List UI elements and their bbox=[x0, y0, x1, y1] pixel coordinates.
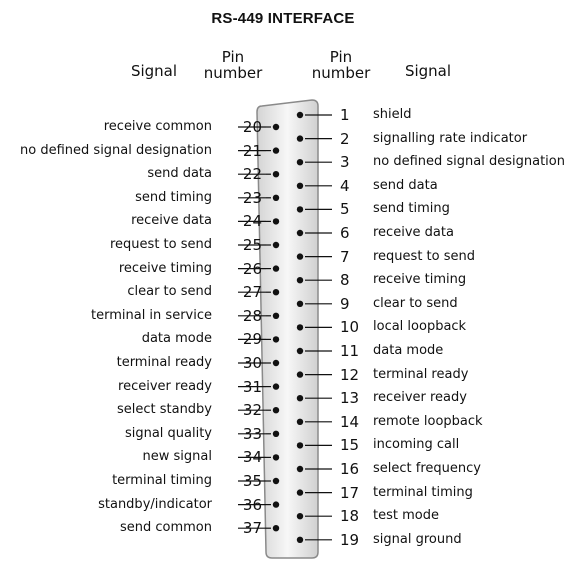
pin-dot bbox=[273, 454, 279, 460]
signal-label: new signal bbox=[142, 449, 212, 465]
pin-number: 24 bbox=[242, 212, 262, 231]
pin-number: 30 bbox=[242, 354, 262, 372]
signal-label: terminal timing bbox=[112, 473, 212, 488]
pin-number: 5 bbox=[340, 200, 350, 219]
pin-dot bbox=[273, 431, 279, 437]
signal-label: send data bbox=[373, 177, 438, 193]
pin-dot bbox=[297, 112, 303, 118]
signal-label: data mode bbox=[373, 343, 444, 358]
pin-number: 20 bbox=[242, 118, 262, 136]
pin-number: 31 bbox=[242, 377, 262, 396]
signal-label: standby/indicator bbox=[98, 496, 212, 512]
pin-dot bbox=[297, 277, 303, 283]
pin-dot bbox=[297, 537, 303, 543]
pin-dot bbox=[297, 513, 303, 519]
pin-number: 22 bbox=[242, 165, 262, 184]
pin-number: 9 bbox=[340, 294, 350, 313]
pin-number: 25 bbox=[242, 236, 262, 254]
pin-dot bbox=[273, 336, 279, 342]
pin-dot bbox=[297, 183, 303, 189]
pin-dot bbox=[273, 124, 279, 130]
pin-dot bbox=[273, 171, 279, 177]
pin-dot bbox=[297, 442, 303, 448]
pin-number: 17 bbox=[340, 483, 360, 502]
pin-dot bbox=[273, 360, 279, 366]
pin-number: 33 bbox=[242, 424, 262, 443]
pin-dot bbox=[297, 395, 303, 401]
signal-label: signal ground bbox=[373, 531, 462, 547]
pin-number: 28 bbox=[242, 306, 262, 325]
pin-number: 6 bbox=[340, 224, 350, 242]
pin-number: 3 bbox=[340, 153, 350, 172]
pin-number: 36 bbox=[242, 495, 262, 514]
signal-label: terminal ready bbox=[116, 355, 212, 370]
pin-dot bbox=[297, 466, 303, 472]
pin-dot bbox=[297, 371, 303, 377]
right-signal-header-text: Signal bbox=[404, 62, 452, 80]
pin-number: 23 bbox=[242, 188, 262, 207]
pin-number: 14 bbox=[340, 412, 360, 431]
pin-number: 4 bbox=[340, 176, 350, 195]
signal-label: terminal ready bbox=[373, 366, 469, 382]
pin-dot bbox=[273, 478, 279, 484]
signal-label: terminal timing bbox=[373, 484, 473, 500]
pin-dot bbox=[273, 147, 279, 153]
pin-dot bbox=[273, 218, 279, 224]
signal-label: send data bbox=[147, 166, 212, 182]
pin-dot bbox=[273, 242, 279, 248]
pin-number: 29 bbox=[242, 330, 262, 349]
pin-dot bbox=[297, 159, 303, 165]
pin-number: 27 bbox=[242, 283, 262, 302]
signal-label: data mode bbox=[141, 331, 212, 347]
signal-label: clear to send bbox=[127, 284, 212, 300]
pin-number: 10 bbox=[340, 318, 360, 337]
pin-number: 8 bbox=[340, 271, 350, 290]
pin-dot bbox=[297, 230, 303, 236]
pin-dot bbox=[273, 313, 279, 319]
signal-label: send common bbox=[119, 520, 212, 536]
pin-dot bbox=[273, 383, 279, 389]
pin-number: 16 bbox=[340, 460, 360, 478]
pin-dot bbox=[297, 419, 303, 425]
signal-label: send timing bbox=[135, 189, 212, 205]
signal-label: no defined signal designation bbox=[373, 154, 565, 170]
pin-dot bbox=[297, 348, 303, 354]
right-pin-header-line1: Pin bbox=[329, 48, 353, 66]
pin-number: 12 bbox=[340, 365, 360, 384]
diagram-title: RS-449 INTERFACE bbox=[211, 10, 355, 27]
signal-label: no defined signal designation bbox=[20, 142, 212, 158]
signal-label: test mode bbox=[373, 508, 439, 524]
signal-label: signal quality bbox=[124, 425, 212, 441]
pin-number: 35 bbox=[242, 472, 262, 490]
pin-number: 2 bbox=[340, 129, 350, 148]
pin-dot bbox=[273, 289, 279, 295]
left-pin-header-line2: number bbox=[203, 64, 263, 82]
signal-label: send timing bbox=[373, 201, 450, 217]
signal-label: incoming call bbox=[373, 437, 460, 453]
signal-label: clear to send bbox=[373, 295, 458, 311]
pin-number: 37 bbox=[242, 519, 262, 538]
pin-dot bbox=[297, 301, 303, 307]
right-pin-header-line2: number bbox=[311, 64, 371, 82]
pin-number: 34 bbox=[242, 448, 262, 467]
signal-label: signalling rate indicator bbox=[373, 130, 528, 146]
pin-dot bbox=[273, 407, 279, 413]
connector-shell bbox=[257, 100, 318, 558]
pin-number: 15 bbox=[340, 436, 360, 455]
signal-label: receive common bbox=[103, 119, 212, 134]
pin-dot bbox=[297, 135, 303, 141]
pin-dot bbox=[273, 501, 279, 507]
pin-dot bbox=[297, 206, 303, 212]
signal-label: remote loopback bbox=[373, 413, 483, 429]
signal-label: terminal in service bbox=[91, 307, 212, 323]
signal-label: receive timing bbox=[118, 260, 212, 276]
pin-number: 21 bbox=[242, 141, 262, 160]
pin-number: 26 bbox=[242, 259, 262, 278]
pin-number: 7 bbox=[340, 247, 350, 266]
pin-dot bbox=[273, 525, 279, 531]
pin-number: 18 bbox=[340, 507, 360, 526]
pin-number: 32 bbox=[242, 401, 262, 420]
left-signal-header-text: Signal bbox=[130, 62, 178, 80]
left-pin-header-line1: Pin bbox=[221, 48, 245, 66]
pin-number: 13 bbox=[340, 389, 360, 408]
pin-number: 19 bbox=[340, 530, 360, 549]
pin-dot bbox=[273, 265, 279, 271]
pin-number: 1 bbox=[340, 106, 350, 124]
signal-label: local loopback bbox=[373, 319, 467, 335]
signal-label: receive data bbox=[131, 213, 212, 229]
signal-label: select standby bbox=[116, 402, 212, 418]
pin-dot bbox=[297, 324, 303, 330]
pin-dot bbox=[273, 195, 279, 201]
signal-label: receiver ready bbox=[118, 378, 212, 394]
pin-dot bbox=[297, 489, 303, 495]
signal-label: shield bbox=[373, 107, 412, 122]
signal-label: receiver ready bbox=[373, 390, 467, 406]
pin-number: 11 bbox=[340, 342, 360, 360]
signal-label: request to send bbox=[373, 248, 475, 264]
signal-label: receive data bbox=[373, 225, 454, 240]
pin-dot bbox=[297, 253, 303, 259]
signal-label: request to send bbox=[110, 237, 212, 252]
signal-label: receive timing bbox=[373, 272, 467, 288]
signal-label: select frequency bbox=[373, 461, 481, 476]
